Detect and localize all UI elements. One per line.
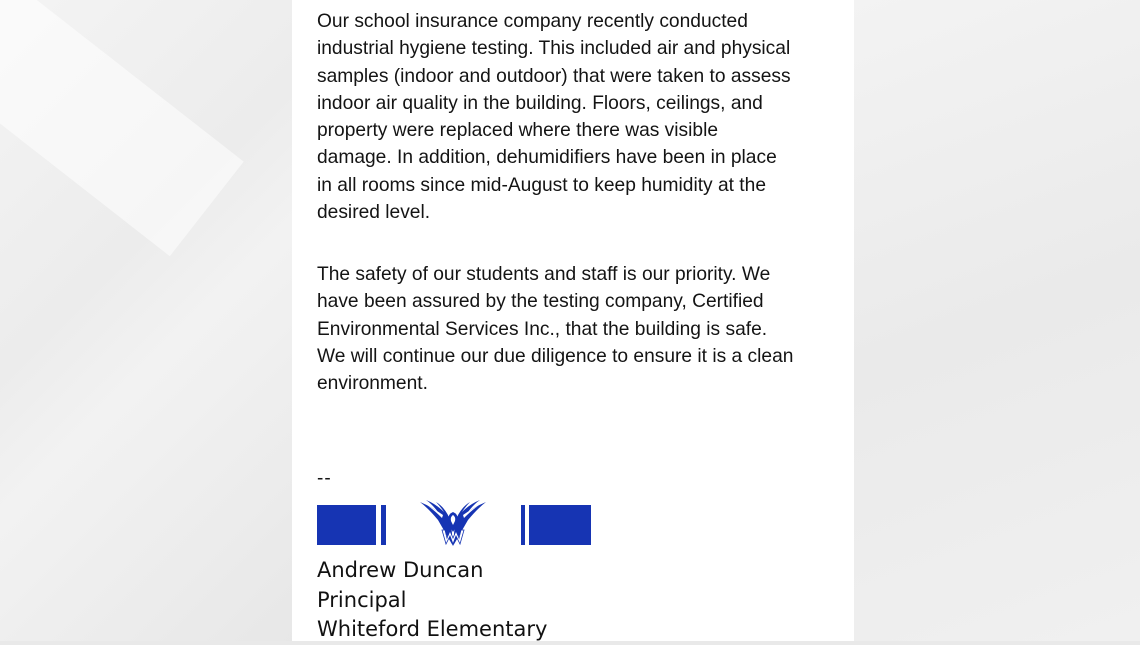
logo-bar-left-thin: [381, 505, 386, 545]
background-right: [852, 0, 1140, 641]
letter-paragraph-2: [317, 261, 847, 397]
logo-bar-right: [529, 505, 591, 545]
paragraph-line: Environmental Services Inc., that the building is safe.: [317, 318, 768, 340]
paragraph-line: property were replaced where there was visible: [317, 120, 718, 142]
signature-separator: --: [317, 468, 332, 489]
background-left: [0, 0, 300, 641]
paragraph-line: Our school insurance company recently conducted: [317, 11, 748, 32]
paragraph-line: desired level.: [317, 202, 431, 224]
paragraph-line: have been assured by the testing company, Certified: [317, 291, 764, 313]
paragraph-line: industrial hygiene testing. This included air and physical: [317, 38, 791, 60]
signature-block: [317, 556, 547, 645]
eagle-wings-logo-icon: [418, 498, 488, 552]
logo-bar-left: [317, 505, 376, 545]
school-logo-banner: [317, 498, 597, 552]
letter-paragraph-1: [317, 8, 847, 226]
signer-name: Andrew Duncan: [317, 558, 484, 582]
paragraph-line: environment.: [317, 373, 428, 395]
signer-title: Principal: [317, 587, 407, 612]
background-stripe: [0, 0, 244, 256]
school-name: Whiteford Elementary: [317, 617, 548, 641]
paragraph-line: The safety of our students and staff is our priority. We: [317, 264, 771, 285]
paragraph-line: indoor air quality in the building. Floors, ceilings, and: [317, 92, 763, 114]
paragraph-line: We will continue our due diligence to ensure it is a clean: [317, 345, 794, 367]
paragraph-line: samples (indoor and outdoor) that were taken to assess: [317, 65, 791, 87]
paragraph-line: damage. In addition, dehumidifiers have been in place: [317, 147, 777, 169]
logo-bar-right-thin: [521, 505, 525, 545]
paragraph-line: in all rooms since mid-August to keep humidity at the: [317, 174, 766, 196]
